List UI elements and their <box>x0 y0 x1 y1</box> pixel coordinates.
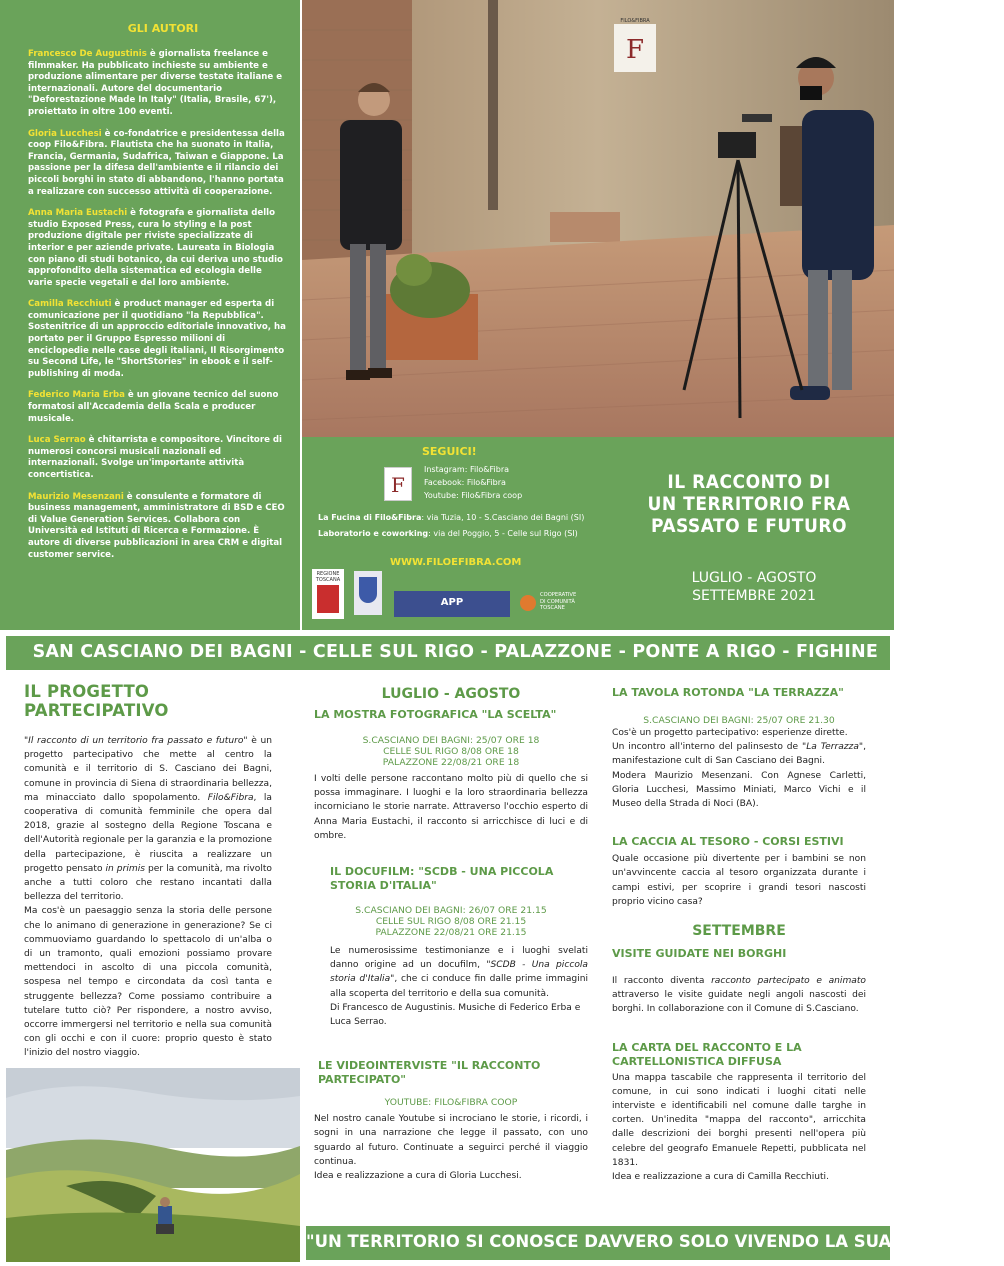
regione-toscana-logo: REGIONE TOSCANA <box>312 569 344 619</box>
docufilm-schedule: S.CASCIANO DEI BAGNI: 26/07 ORE 21.15 CELLE SUL RIGO 8/08 ORE 21.15 PALAZZONE 22/08/21 ORE 21.15 <box>355 905 547 939</box>
videointerviste-credit: Idea e realizzazione a cura di Gloria Lucchesi. <box>314 1171 522 1182</box>
mostra-schedule: S.CASCIANO DEI BAGNI: 25/07 ORE 18 CELLE SUL RIGO 8/08 ORE 18 PALAZZONE 22/08/21 ORE 18 <box>362 735 540 768</box>
fucina-address: La Fucina di Filo&Fibra: via Tuzia, 10 - S.Casciano dei Bagni (SI) <box>318 513 585 522</box>
author-bio: Gloria Lucchesi è co-fondatrice e presidentessa della coop Filo&Fibra. Flautista che ha suonato in Italia, Francia, Germania, Sudafrica, Taiwan e Giappone. La passione per la difesa dell'ambiente e il rilancio dei piccoli borghi in stato di abbandono, l'hanno portata a realizzare con successo attività di cooperazione. <box>28 128 285 197</box>
contacts-panel <box>302 437 894 630</box>
caccia-text: Quale occasione più divertente per i bambini se non un'avvincente caccia al tesoro organizzata durante i campi estivi, per scoprire i grandi tesori nascosti proprio vicino casa? <box>612 854 866 907</box>
september-heading: SETTEMBRE <box>692 923 786 940</box>
tavola-text-3: Modera Maurizio Mesenzani. Con Agnese Carletti, Gloria Lucchesi, Massimo Miniati, Marco Vichi e il Museo della Strada di Noci (BA). <box>612 770 866 810</box>
docufilm-credit: Di Francesco de Augustinis. Musiche di Federico Erba e Luca Serrao. <box>330 1002 581 1028</box>
landscape-illustration <box>6 1068 300 1262</box>
svg-text:F: F <box>391 473 405 497</box>
pegasus-icon <box>317 585 339 613</box>
authors-title: GLI AUTORI <box>127 22 199 35</box>
mostra-title: LA MOSTRA FOTOGRAFICA "LA SCELTA" <box>314 708 557 721</box>
interview-photo <box>302 0 894 437</box>
cooperative-comunita-logo: COOPERATIVE DI COMUNITÀ TOSCANE <box>520 591 582 617</box>
videointerviste-text: Nel nostro canale Youtube si incrociano le storie, i ricordi, i sogni in una narrazione che legge il passato, con uno sguardo al futuro. Continuate a seguirci perché il viaggio continua. <box>314 1114 588 1167</box>
main-headline: IL RACCONTO DI UN TERRITORIO FRA PASSATO E FUTURO <box>647 471 851 537</box>
mostra-text: I volti delle persone raccontano molto più di quello che si possa immaginare. I luoghi e la loro straordinaria bellezza incorniciano le storie narrate. Attraverso l'occhio esperto di Anna Maria Eustachi, il racconto si arricchisce di luci e di ombre. <box>314 774 588 841</box>
docufilm-text: Le numerosissime testimonianze e i luoghi svelati danno origine ad un docufilm, "SCDB - Una piccola storia d'Italia", che ci conduce fin dalle prime immagini alla scoperta del territorio e della sua comunità. <box>330 946 588 999</box>
svg-text:F: F <box>625 35 645 65</box>
authors-panel <box>0 0 300 630</box>
instagram-link[interactable]: Instagram: Filo&Fibra <box>424 465 510 474</box>
caccia-title: LA CACCIA AL TESORO - CORSI ESTIVI <box>612 835 844 849</box>
coop-icon <box>520 595 536 611</box>
locations-banner: SAN CASCIANO DEI BAGNI - CELLE SUL RIGO - PALAZZONE - PONTE A RIGO - FIGHINE <box>6 636 890 670</box>
author-bio: Maurizio Mesenzani è consulente e formatore di business management, amministratore di BSD e CEO di Value Generation Services. Collabora con Università ed Istituti di Ricerca e Formazione. È autore di diverse pubblicazioni in area CRM e digital customer service. <box>28 491 285 560</box>
carta-text: Una mappa tascabile che rappresenta il territorio del comune, in cui sono indicati i luoghi citati nelle interviste e identificabili nel comune dalle targhe in corten. Un'inedita "mappa del racconto", arricchita dalle descrizioni dei borghi presenti nell'opera più celebre del geografo Emanuele Repetti, pubblicata nel 1831. <box>612 1072 866 1168</box>
author-bio: Anna Maria Eustachi è fotografa e giornalista dello studio Exposed Press, cura lo styling e la post produzione digitale per riviste specializzate di interior e per aziende private. Laureata in Biologia con piano di studi botanico, da cui deriva uno studio approfondito della sistematica ed ecologia delle varie specie vegetali e del loro ambiente. <box>28 208 283 288</box>
lab-address: Laboratorio e coworking: via del Poggio, 5 - Celle sul Rigo (SI) <box>318 529 578 538</box>
author-bio: Francesco De Augustinis è giornalista freelance e filmmaker. Ha pubblicato inchieste su ambiente e produzione alimentare per diverse testate italiane e internazionali. Autore del documentario "Deforestazione Made In Italy" (Italia, Brasile, 67'), proiettato in oltre 100 eventi. <box>28 49 283 117</box>
project-column <box>24 682 272 1061</box>
docufilm-title: IL DOCUFILM: "SCDB - UNA PICCOLA STORIA D'ITALIA" <box>330 865 554 893</box>
project-title: IL PROGETTO PARTECIPATIVO <box>24 682 169 720</box>
photo-logo-text: FILO&FIBRA <box>620 18 650 24</box>
project-paragraph-2: Ma cos'è un paesaggio senza la storia delle persone che lo animano di generazione in generazione? Se ci commuoviamo guardando lo spettacolo di un'alba o di un tramonto, quali emozioni possiamo provare mettendoci in ascolto di una piccola comunità, sospesa nel tempo e circondata da così tanta e struggente bellezza? Come possiamo contribuire a tutelare tutto ciò? Per rispondere, a nostro avviso, occorre immergersi nel territorio e nella sua comunità con gli occhi e con il cuore: proprio questo è stato l'inizio del nostro viaggio. <box>24 906 272 1059</box>
interview-illustration <box>302 0 894 437</box>
tavola-schedule: S.CASCIANO DEI BAGNI: 25/07 ORE 21.30 <box>643 715 835 726</box>
july-august-column <box>314 686 588 1183</box>
author-bio: Camilla Recchiuti è product manager ed esperta di comunicazione per il quotidiano "la Repubblica". Sostenitrice di un approccio editoriale innovativo, ha portato per il Gruppo Espresso milioni di enciclopedie nelle case degli italiani, Il Risorgimento su Second Life, le "ShortStories" in ebook e il self-publishing di moda. <box>28 299 286 379</box>
landscape-photo <box>6 1068 300 1262</box>
event-dates: LUGLIO - AGOSTO SETTEMBRE 2021 <box>691 570 817 604</box>
tavola-text-1: Cos'è un progetto partecipativo: esperienze dirette. <box>612 728 848 738</box>
project-paragraph-1: "Il racconto di un territorio fra passato e futuro" è un progetto partecipativo che mette al centro la comunità e il territorio di S. Casciano dei Bagni, comune in provincia di Siena di straordinaria bellezza, ma minacciato dallo spopolamento. Filo&Fibra, la cooperativa di comunità femminile che opera dal 2018, grazie al sostegno della Regione Toscana e dell'Autorità regionale per la garanzia e la promozione della partecipazione, è riuscita a realizzare un progetto pensato in primis per la comunità, ma rivolto anche a tutti coloro che restano incantati dalla bellezza del territorio. <box>24 736 272 903</box>
carta-title: LA CARTA DEL RACCONTO E LA CARTELLONISTICA DIFFUSA <box>612 1040 802 1068</box>
videointerviste-title: LE VIDEOINTERVISTE "IL RACCONTO PARTECIPATO" <box>318 1059 541 1087</box>
quote-banner: "UN TERRITORIO SI CONOSCE DAVVERO SOLO VIVENDO LA SUA COMUNITÀ" <box>306 1226 890 1260</box>
app-logo: APP <box>394 591 510 617</box>
youtube-link[interactable]: Youtube: Filo&Fibra coop <box>424 491 523 500</box>
tavola-text-2: Un incontro all'interno del palinsesto de "La Terrazza", manifestazione cult di San Casciano dei Bagni. <box>612 742 866 767</box>
facebook-link[interactable]: Facebook: Filo&Fibra <box>424 478 506 487</box>
youtube-channel: YOUTUBE: FILO&FIBRA COOP <box>384 1097 518 1109</box>
author-bio: Luca Serrao è chitarrista e compositore. Vincitore di numerosi concorsi musicali nazionali ed internazionali. Svolge un'importante attività concertistica. <box>28 435 282 480</box>
filo-fibra-logo-icon <box>384 467 412 501</box>
carta-credit: Idea e realizzazione a cura di Camilla Recchiuti. <box>612 1172 829 1183</box>
events-column <box>612 686 866 1184</box>
tavola-title: LA TAVOLA ROTONDA "LA TERRAZZA" <box>612 686 844 699</box>
author-bio: Federico Maria Erba è un giovane tecnico del suono formatosi all'Accademia della Scala e producer musicale. <box>28 390 279 424</box>
visite-text: Il racconto diventa racconto partecipato e animato attraverso le visite guidate negli angoli nascosti dei borghi. In collaborazione con il Comune di S.Casciano. <box>612 976 866 1015</box>
visite-title: VISITE GUIDATE NEI BORGHI <box>612 947 787 961</box>
period-heading: LUGLIO - AGOSTO <box>381 686 521 702</box>
follow-title: SEGUICI! <box>422 445 477 458</box>
municipal-crest-icon <box>354 571 382 615</box>
website-link[interactable]: WWW.FILOEFIBRA.COM <box>390 557 522 568</box>
